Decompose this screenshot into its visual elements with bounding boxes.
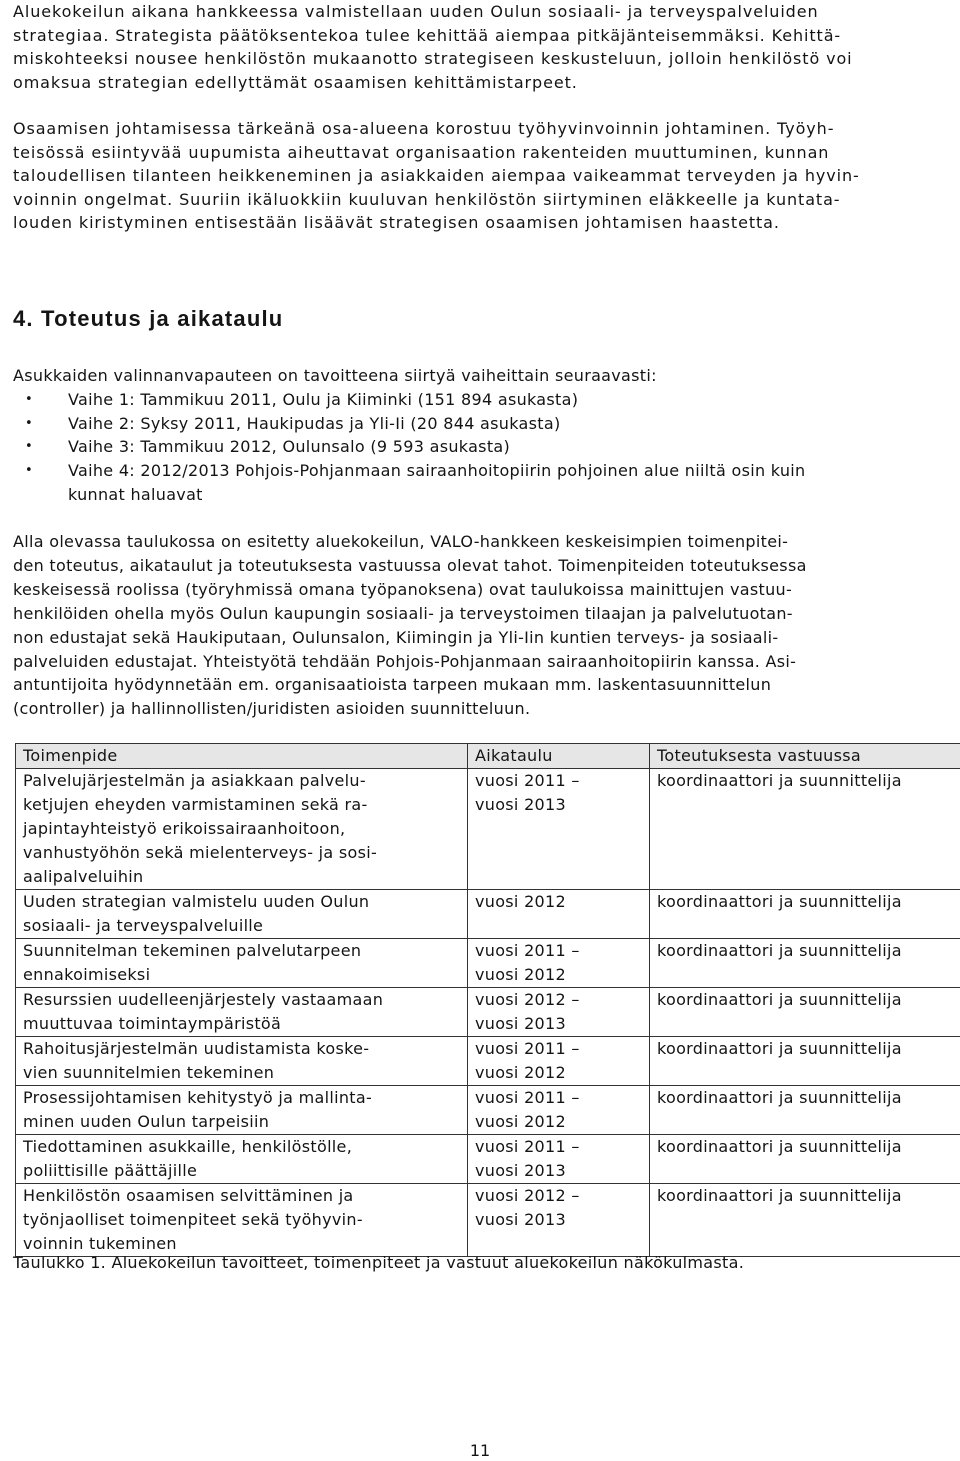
section-heading: 4. Toteutus ja aikataulu — [13, 306, 284, 331]
cell-line: vuosi 2012 — [475, 1112, 566, 1131]
text-line: Aluekokeilun aikana hankkeessa valmistellaan uuden Oulun sosiaali- ja terveyspalveluiden — [13, 2, 819, 21]
schedule-cell — [468, 988, 650, 1037]
table-row — [16, 988, 960, 1037]
text-line: (controller) ja hallinnollisten/juridisten asioiden suunnitteluun. — [13, 699, 531, 719]
text-line: Vaihe 3: Tammikuu 2012, Oulunsalo (9 593 asukasta) — [68, 437, 511, 457]
schedule-cell — [468, 769, 650, 890]
action-cell — [16, 939, 468, 988]
table-row — [16, 1086, 960, 1135]
cell-line: vuosi 2012 — [475, 892, 566, 911]
column-header-action: Toimenpide — [16, 744, 468, 769]
cell-line: koordinaattori ja suunnittelija — [657, 941, 902, 960]
cell-line: Palvelujärjestelmän ja asiakkaan palvelu- — [23, 771, 366, 790]
text-line: keskeisessä roolissa (työryhmissä omana työpanoksena) ovat taulukoissa mainittujen vastuu- — [13, 579, 793, 599]
responsible-cell — [650, 1135, 960, 1184]
responsible-cell — [650, 890, 960, 939]
action-plan-table — [15, 743, 960, 1257]
action-cell — [16, 1037, 468, 1086]
cell-line: Resurssien uudelleenjärjestely vastaamaan — [23, 990, 384, 1009]
list-item — [13, 459, 953, 506]
text-line: voinnin ongelmat. Suuriin ikäluokkiin kuuluvan henkilöstön siirtyminen eläkkeelle ja kuntata- — [13, 189, 841, 209]
responsible-cell — [650, 769, 960, 890]
responsible-cell — [650, 988, 960, 1037]
responsible-cell — [650, 1037, 960, 1086]
cell-line: koordinaattori ja suunnittelija — [657, 1137, 902, 1156]
cell-line: Tiedottaminen asukkaille, henkilöstölle, — [23, 1137, 353, 1156]
cell-line: minen uuden Oulun tarpeisiin — [23, 1112, 270, 1131]
cell-line: poliittisille päättäjille — [23, 1161, 198, 1180]
text-line: henkilöiden ohella myös Oulun kaupungin sosiaali- ja terveystoimen tilaajan ja palvelutuotan- — [13, 603, 793, 623]
table-body — [16, 769, 960, 1257]
list-item — [13, 435, 953, 459]
text-line: louden kiristyminen entisestään lisäävät strategisen osaamisen johtamisen haastetta. — [13, 213, 780, 232]
text-line: omaksua strategian edellyttämät osaamisen kehittämistarpeet. — [13, 72, 578, 92]
table-header-row — [16, 744, 960, 769]
table-intro-paragraph — [13, 530, 953, 721]
cell-line: ennakoimiseksi — [23, 965, 151, 984]
cell-line: vanhustyöhön sekä mielenterveys- ja sosi- — [23, 843, 378, 862]
action-cell — [16, 1184, 468, 1257]
schedule-cell — [468, 1184, 650, 1257]
cell-line: koordinaattori ja suunnittelija — [657, 1186, 902, 1205]
cell-line: Henkilöstön osaamisen selvittäminen ja — [23, 1186, 354, 1205]
cell-line: vuosi 2012 – — [475, 1186, 580, 1205]
schedule-cell — [468, 1037, 650, 1086]
cell-line: voinnin tukeminen — [23, 1234, 177, 1253]
phase-list — [13, 388, 953, 507]
table-row — [16, 769, 960, 890]
cell-line: vuosi 2011 – — [475, 1137, 580, 1156]
cell-line: koordinaattori ja suunnittelija — [657, 990, 902, 1009]
page-number: 11 — [469, 1441, 491, 1460]
cell-line: vuosi 2011 – — [475, 1088, 580, 1107]
cell-line: työnjaolliset toimenpiteet sekä työhyvin- — [23, 1210, 363, 1229]
cell-line: vuosi 2012 — [475, 965, 566, 984]
bullet-icon: • — [25, 463, 33, 479]
action-cell — [16, 769, 468, 890]
cell-line: vien suunnitelmien tekeminen — [23, 1063, 275, 1082]
cell-line: vuosi 2012 – — [475, 990, 580, 1009]
cell-line: vuosi 2011 – — [475, 771, 580, 790]
action-cell — [16, 1086, 468, 1135]
text-line: teisössä esiintyvää uupumista aiheuttavat organisaation rakenteiden muuttuminen, kunnan — [13, 142, 830, 162]
bullet-icon: • — [25, 392, 33, 407]
responsible-cell — [650, 1184, 960, 1257]
schedule-cell — [468, 890, 650, 939]
cell-line: vuosi 2013 — [475, 1014, 566, 1033]
cell-line: koordinaattori ja suunnittelija — [657, 771, 902, 790]
cell-line: japintayhteistyö erikoissairaanhoitoon, — [23, 819, 346, 838]
cell-line: ketjujen eheyden varmistaminen sekä ra- — [23, 795, 368, 814]
text-line: Alla olevassa taulukossa on esitetty aluekokeilun, VALO-hankkeen keskeisimpien toimenpitei- — [13, 532, 789, 551]
action-cell — [16, 890, 468, 939]
cell-line: aalipalveluihin — [23, 867, 144, 886]
intro-paragraph — [13, 0, 953, 94]
cell-line: Uuden strategian valmistelu uuden Oulun — [23, 892, 370, 911]
cell-line: muuttuvaa toimintaympäristöä — [23, 1014, 282, 1033]
text-line: Vaihe 2: Syksy 2011, Haukipudas ja Yli-Ii (20 844 asukasta) — [68, 413, 561, 433]
column-header-schedule: Aikataulu — [468, 744, 650, 769]
cell-line: koordinaattori ja suunnittelija — [657, 1088, 902, 1107]
action-cell — [16, 1135, 468, 1184]
cell-line: Prosessijohtamisen kehitystyö ja mallinta- — [23, 1088, 373, 1107]
competence-paragraph — [13, 117, 953, 235]
text-line: taloudellisen tilanteen heikkeneminen ja asiakkaiden aiempaa vaikeammat terveyden ja hyvin- — [13, 166, 860, 185]
action-cell — [16, 988, 468, 1037]
table-row — [16, 1135, 960, 1184]
table-row — [16, 1037, 960, 1086]
text-line: kunnat haluavat — [68, 484, 203, 504]
list-item — [13, 412, 953, 436]
cell-line: vuosi 2013 — [475, 1210, 566, 1229]
responsible-cell — [650, 939, 960, 988]
text-line: palveluiden edustajat. Yhteistyötä tehdään Pohjois-Pohjanmaan sairaanhoitopiirin kanssa. Asi- — [13, 651, 797, 671]
column-header-responsible: Toteutuksesta vastuussa — [650, 744, 960, 769]
text-line: antuntijoita hyödynnetään em. organisaatioista tarpeen mukaan mm. laskentasuunnittelun — [13, 675, 772, 695]
schedule-cell — [468, 939, 650, 988]
table-row — [16, 1184, 960, 1257]
table-row — [16, 939, 960, 988]
cell-line: vuosi 2011 – — [475, 941, 580, 960]
list-item — [13, 388, 953, 412]
schedule-cell — [468, 1135, 650, 1184]
responsible-cell — [650, 1086, 960, 1135]
cell-line: koordinaattori ja suunnittelija — [657, 892, 902, 911]
table-caption: Taulukko 1. Aluekokeilun tavoitteet, toimenpiteet ja vastuut aluekokeilun näkökulmasta. — [13, 1253, 745, 1272]
cell-line: Suunnitelman tekeminen palvelutarpeen — [23, 941, 362, 960]
bullet-icon: • — [25, 415, 33, 431]
text-line: Vaihe 1: Tammikuu 2011, Oulu ja Kiiminki (151 894 asukasta) — [68, 390, 579, 409]
bullet-icon: • — [25, 439, 33, 455]
cell-line: sosiaali- ja terveyspalveluille — [23, 916, 264, 935]
cell-line: vuosi 2013 — [475, 1161, 566, 1180]
text-line: Vaihe 4: 2012/2013 Pohjois-Pohjanmaan sairaanhoitopiirin pohjoinen alue niiltä osin kuin — [68, 461, 806, 481]
cell-line: Rahoitusjärjestelmän uudistamista koske- — [23, 1039, 370, 1058]
text-line: Osaamisen johtamisessa tärkeänä osa-alueena korostuu työhyvinvoinnin johtaminen. Työyh- — [13, 119, 835, 138]
table-row — [16, 890, 960, 939]
cell-line: vuosi 2011 – — [475, 1039, 580, 1058]
cell-line: vuosi 2013 — [475, 795, 566, 814]
schedule-cell — [468, 1086, 650, 1135]
text-line: miskohteeksi nousee henkilöstön mukaanotto strategiseen keskusteluun, jolloin henkilöstö voi — [13, 49, 853, 68]
text-line: non edustajat sekä Haukiputaan, Oulunsalon, Kiimingin ja Yli-Iin kuntien terveys- ja sosiaali- — [13, 627, 779, 647]
text-line: den toteutus, aikataulut ja toteutuksesta vastuussa olevat tahot. Toimenpiteiden toteutuksessa — [13, 555, 807, 575]
text-line: strategiaa. Strategista päätöksentekoa tulee kehittää aiempaa pitkäjänteisemmäksi. Kehittä- — [13, 25, 842, 45]
cell-line: koordinaattori ja suunnittelija — [657, 1039, 902, 1058]
phases-intro: Asukkaiden valinnanvapauteen on tavoitteena siirtyä vaiheittain seuraavasti: — [13, 366, 657, 385]
cell-line: vuosi 2012 — [475, 1063, 566, 1082]
